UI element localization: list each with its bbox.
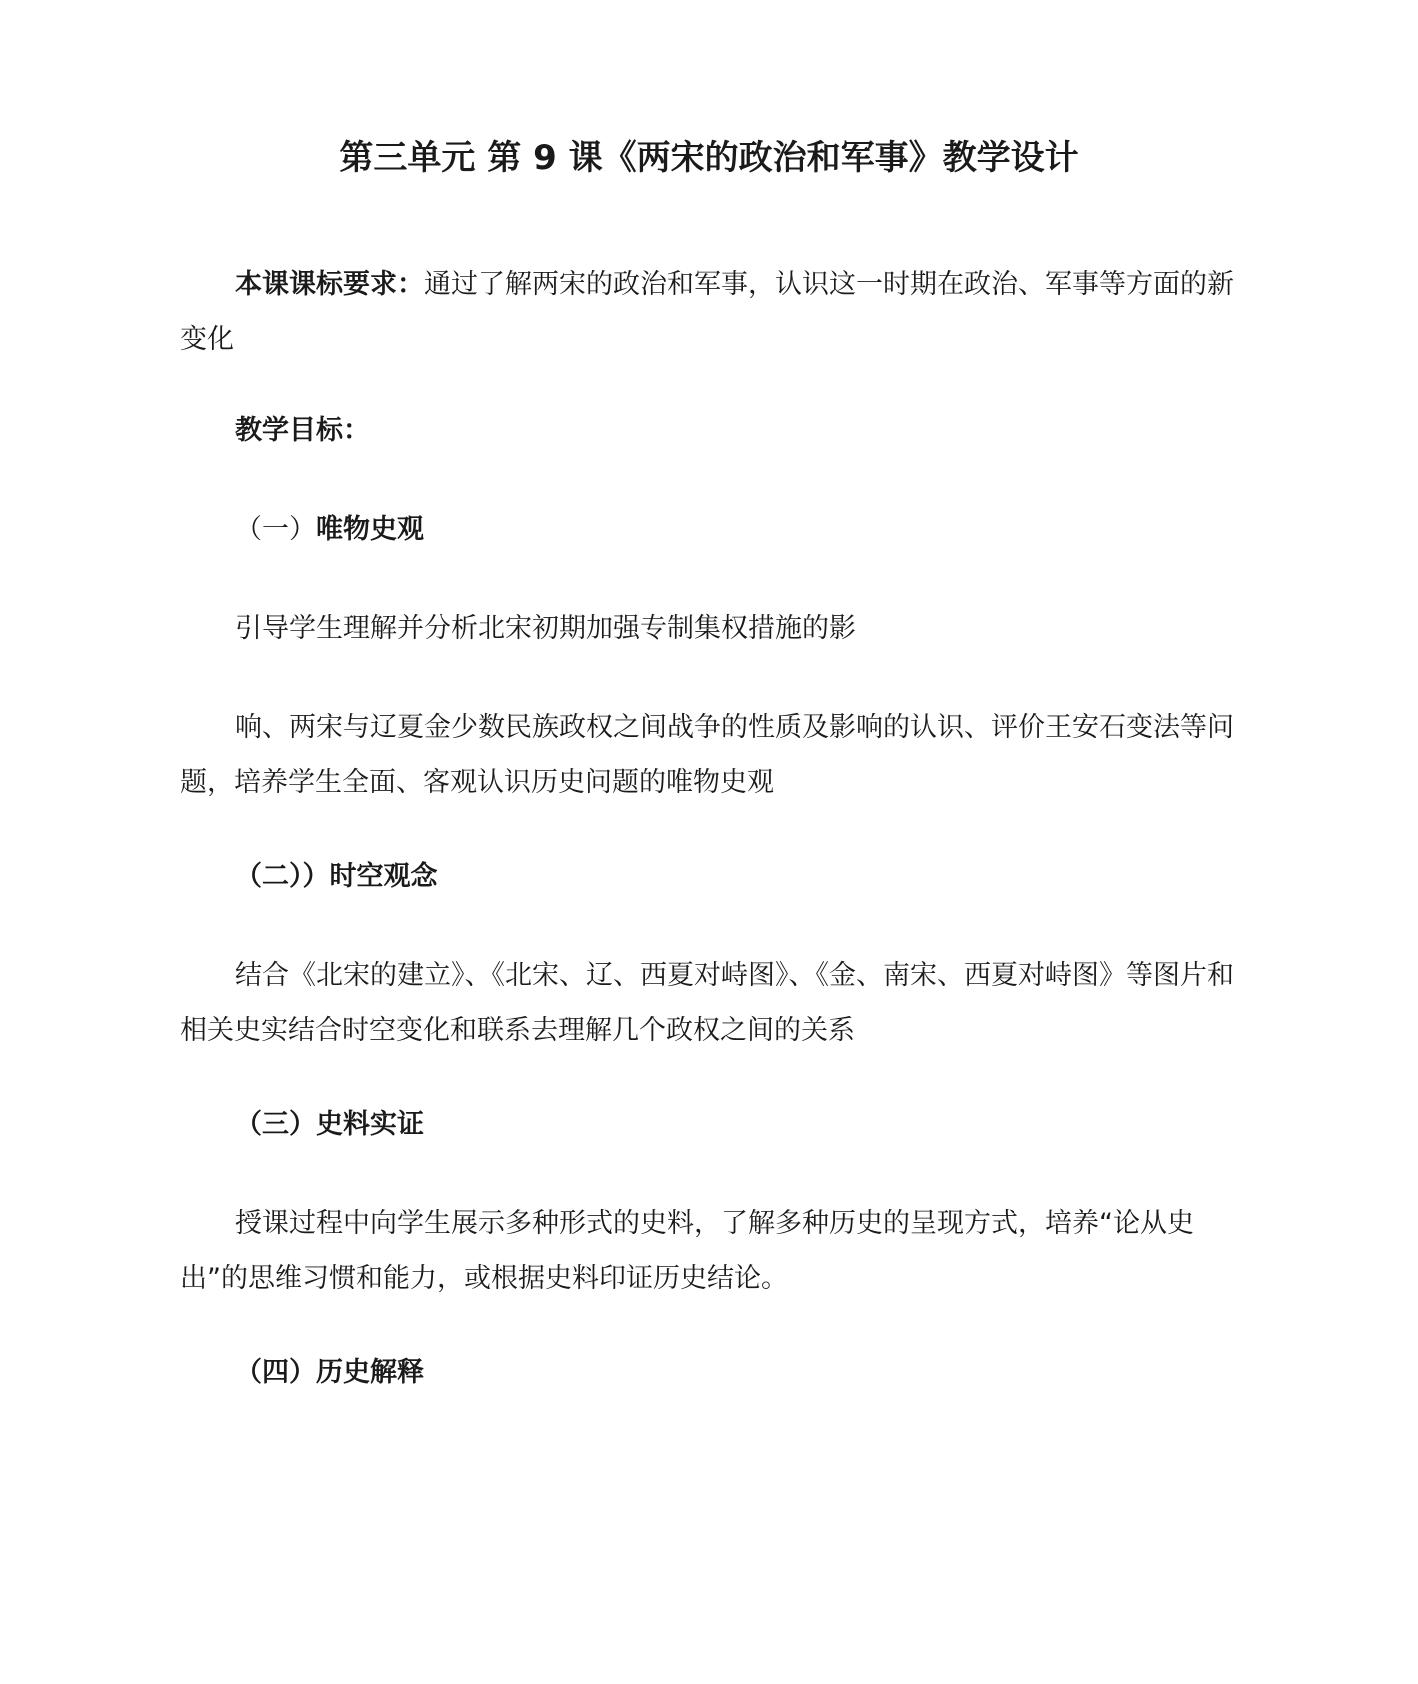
curriculum-standard-paragraph (180, 257, 1240, 367)
section-2-heading: （二））时空观念 (235, 861, 438, 892)
section-1-heading-title: 唯物史观 (316, 514, 424, 545)
section-1-heading-prefix: （一） (235, 514, 316, 545)
curriculum-standard-text: 通过了解两宋的政治和军事，认识这一时期在政治、军事等方面的新变化 (180, 269, 1234, 355)
section-3-paragraph: 授课过程中向学生展示多种形式的史料，了解多种历史的呈现方式，培养“论从史出”的思维习惯和能力，或根据史料印证历史结论。 (180, 1208, 1194, 1294)
section-3-heading: （三）史料实证 (235, 1109, 424, 1140)
objectives-heading: 教学目标： (235, 415, 370, 446)
section-4-heading: （四）历史解释 (235, 1357, 424, 1388)
section-1-paragraph-1: 引导学生理解并分析北宋初期加强专制集权措施的影 (235, 613, 856, 644)
document-title: 第三单元 第 9 课《两宋的政治和军事》教学设计 (339, 138, 1079, 178)
curriculum-standard-label: 本课课标要求： (235, 269, 424, 300)
section-1-heading (180, 502, 1240, 557)
section-1-paragraph-2: 响、两宋与辽夏金少数民族政权之间战争的性质及影响的认识、评价王安石变法等问题，培养学生全面、客观认识历史问题的唯物史观 (180, 712, 1234, 798)
section-2-paragraph: 结合《北宋的建立》、《北宋、辽、西夏对峙图》、《金、南宋、西夏对峙图》等图片和相关史实结合时空变化和联系去理解几个政权之间的关系 (180, 960, 1234, 1046)
